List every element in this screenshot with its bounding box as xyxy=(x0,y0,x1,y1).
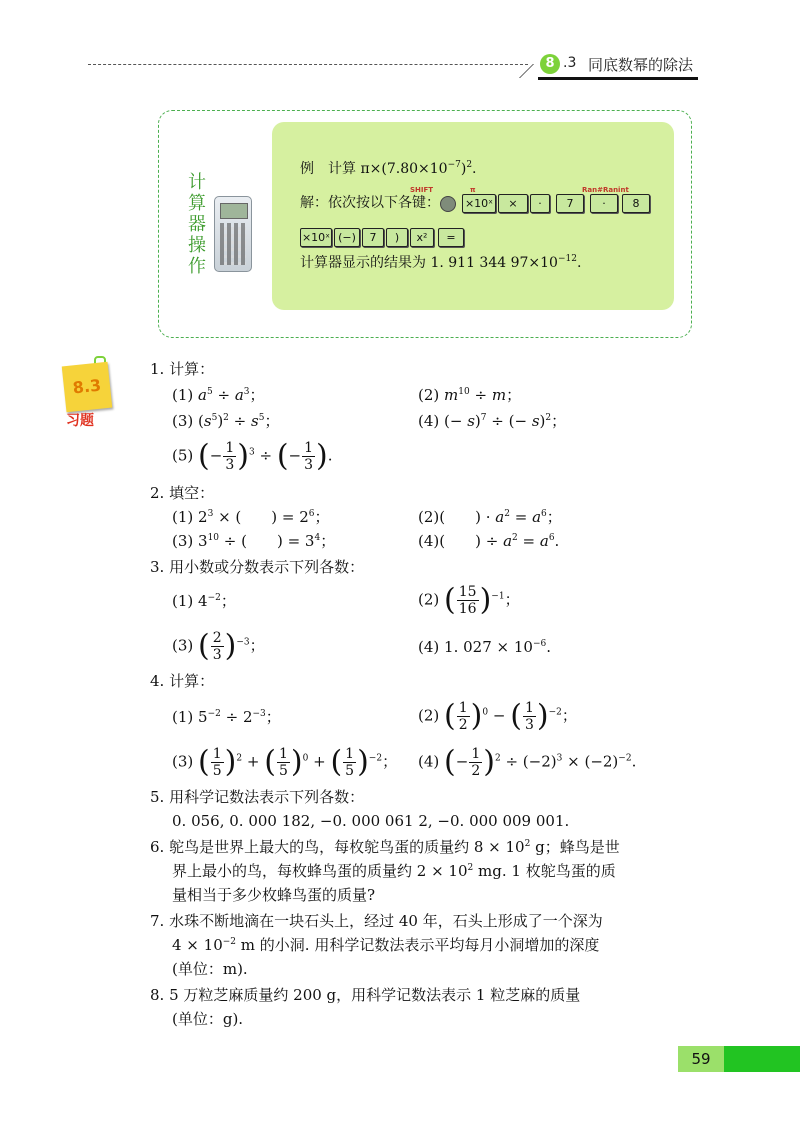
q3-part2: (2) ( $\frac{15}{16}$ )$^{-1}$； xyxy=(418,582,520,618)
q1-part5: (5) (− $\frac{1}{3}$ )$^3$ ÷ (− $\frac{1}{3}$ ). xyxy=(172,438,333,474)
page-number: 59 xyxy=(678,1046,724,1072)
q1-part4: (4) (− s)$^7$ ÷ (− s)$^2$； xyxy=(418,412,567,430)
q3-part4: (4) 1. $027 \times 10^{-6}$. xyxy=(418,638,551,656)
shift-tag: SHIFT xyxy=(410,186,434,194)
section-number-suffix: .3 xyxy=(563,55,577,71)
q2-part2: (2)( ) · $a^2 = a^6$； xyxy=(418,508,562,526)
calculator-icon xyxy=(214,196,252,272)
key-x10: ×10ˣ xyxy=(462,194,496,213)
q4-heading: 4. 计算： xyxy=(150,672,215,690)
key-x10-2: ×10ˣ xyxy=(300,228,332,247)
q8-line1: 8. 5 万粒芝麻质量约 200 g，用科学记数法表示 1 粒芝麻的质量 xyxy=(150,986,581,1004)
page-footer-bar xyxy=(724,1046,800,1072)
key-dot: · xyxy=(530,194,550,213)
badge-label: 习题 xyxy=(66,413,94,429)
q1-part3: (3) $(s^5)^2 \div s^5$； xyxy=(172,412,280,430)
q3-part3: (3) ( $\frac{2}{3}$ )$^{-3}$； xyxy=(172,628,265,664)
q7-line3: (单位：m). xyxy=(172,960,248,978)
q3-part1: (1) $4^{-2}$； xyxy=(172,592,236,610)
pi-tag: π xyxy=(470,186,476,194)
key-7-2: 7 xyxy=(362,228,384,247)
key-rparen: ) xyxy=(386,228,408,247)
q2-part1: (1) $2^3$ × ( ) = $2^6$； xyxy=(172,508,330,526)
key-8: 8 xyxy=(622,194,650,213)
q2-part4: (4)( ) ÷ $a^2 = a^6$. xyxy=(418,532,560,550)
header-dashed-line xyxy=(88,64,528,65)
q6-line2: 界上最小的鸟，每枚蜂鸟蛋的质量约 $2 \times 10^2$ mg. 1 枚鸵鸟蛋的质 xyxy=(172,862,616,880)
q4-part2: (2) ( $\frac{1}{2}$ )$^0$ − ( $\frac{1}{3}$ )$^{-2}$； xyxy=(418,698,577,734)
q6-line1: 6. 鸵鸟是世界上最大的鸟，每枚鸵鸟蛋的质量约 $8 \times 10^2$ g；蜂鸟是世 xyxy=(150,838,620,856)
q4-part4: (4) (− $\frac{1}{2}$ )$^2 \div (-2)^3 \times (-2)^{-2}$. xyxy=(418,744,637,780)
q4-part3: (3) ( $\frac{1}{5}$ )$^2$ + ( $\frac{1}{5}$ )$^0$ + ( $\frac{1}{5}$ )$^{-2}$； xyxy=(172,744,398,780)
key-7: 7 xyxy=(556,194,584,213)
q2-heading: 2. 填空： xyxy=(150,484,215,502)
key-equals: = xyxy=(438,228,464,247)
badge-number: 8.3 xyxy=(62,362,113,413)
q1-heading: 1. 计算： xyxy=(150,360,215,378)
key-point: · xyxy=(590,194,618,213)
calc-example: 例 计算 $\pi\times(7.80\times 10^{-7})^2$. xyxy=(300,160,477,177)
q7-line1: 7. 水珠不断地滴在一块石头上，经过 40 年，石头上形成了一个深为 xyxy=(150,912,603,930)
calculator-operation-label: 计算器操作 xyxy=(188,172,206,277)
key-multiply: × xyxy=(498,194,528,213)
key-square: x² xyxy=(410,228,434,247)
q5-numbers: 0. 056, 0. 000 182, −0. 000 061 2, −0. 000 009 001. xyxy=(172,812,570,830)
q7-line2: $4 \times 10^{-2}$ m 的小洞. 用科学记数法表示平均每月小洞增加的深度 xyxy=(172,936,600,954)
calc-result: 计算器显示的结果为 1. 911 344 $97\times 10^{-12}$. xyxy=(300,254,582,271)
q6-line3: 量相当于多少枚蜂鸟蛋的质量? xyxy=(172,886,376,904)
q2-part3: (3) $3^{10}$ ÷ ( ) = $3^4$； xyxy=(172,532,336,550)
q4-part1: (1) $5^{-2} \div 2^{-3}$； xyxy=(172,708,281,726)
calculator-panel xyxy=(272,122,674,310)
q5-heading: 5. 用科学记数法表示下列各数： xyxy=(150,788,365,806)
section-title: 同底数幂的除法 xyxy=(588,56,694,74)
q1-part2: (2) $m^{10} \div m$； xyxy=(418,386,522,404)
ran-tag: Ran#Ranint xyxy=(582,186,629,194)
header-underline xyxy=(538,77,698,80)
key-neg: (−) xyxy=(334,228,360,247)
exercise-badge xyxy=(60,356,118,432)
section-number-badge: 8 xyxy=(540,54,560,74)
q8-line2: (单位：g). xyxy=(172,1010,244,1028)
calc-solution: 解：依次按以下各键： xyxy=(300,195,440,211)
shift-key-icon xyxy=(440,196,456,212)
q3-heading: 3. 用小数或分数表示下列各数： xyxy=(150,558,365,576)
q1-part1: (1) $a^5 \div a^3$； xyxy=(172,386,265,404)
